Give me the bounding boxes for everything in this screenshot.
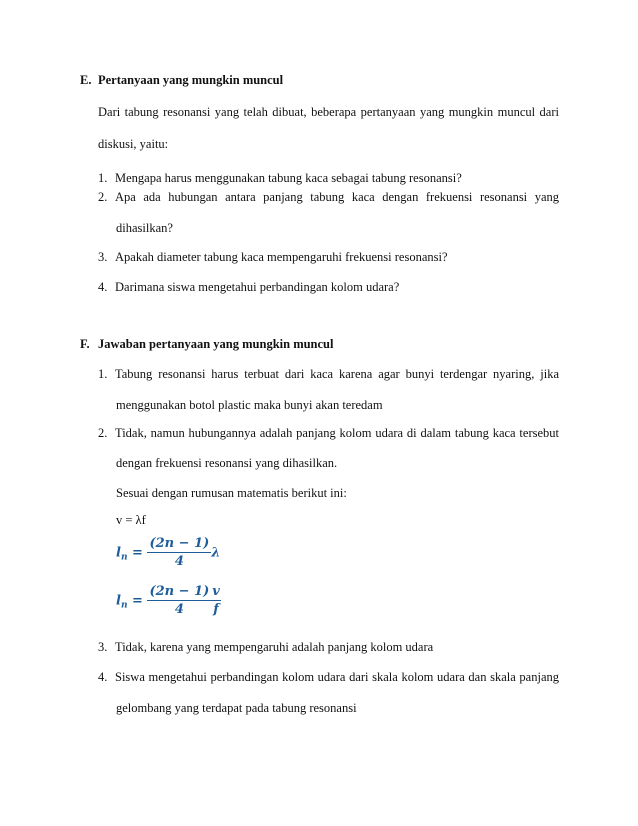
question-item — [98, 171, 462, 186]
answer-text-cont: menggunakan botol plastic maka bunyi akan teredam — [116, 398, 383, 412]
question-number: 3. — [98, 250, 108, 264]
question-text-cont: dihasilkan? — [116, 221, 173, 235]
section-e-title: Pertanyaan yang mungkin muncul — [98, 73, 284, 87]
answer-number: 1. — [98, 367, 108, 381]
answer-number: 2. — [98, 426, 108, 440]
velocity-equation: v = λf — [116, 513, 146, 527]
formula-denominator: 4 — [174, 554, 184, 569]
formula-lhs: l — [116, 593, 121, 609]
answer-number: 4. — [98, 670, 108, 684]
formula-numerator: (2n − 1) — [149, 536, 210, 551]
question-number: 4. — [98, 280, 108, 294]
question-text: Darimana siswa mengetahui perbandingan kolom udara? — [115, 280, 400, 294]
formula-equals: = — [132, 593, 143, 609]
section-e-heading — [80, 73, 283, 88]
section-e-intro-line2: diskusi, yaitu: — [98, 137, 169, 151]
answer-text: Siswa mengetahui perbandingan kolom udara dari skala kolom udara dan skala panjang — [115, 670, 559, 684]
formula-denominator: 4 — [174, 602, 184, 617]
question-number: 1. — [98, 171, 108, 185]
formula-fraction — [147, 536, 211, 570]
answer-text-cont: dengan frekuensi resonansi yang dihasilkan. — [116, 456, 338, 470]
question-text: Apakah diameter tabung kaca mempengaruhi frekuensi resonansi? — [115, 250, 448, 264]
answer-text-cont: Sesuai dengan rumusan matematis berikut ini: — [116, 486, 347, 500]
formula-column-length-frequency — [116, 584, 221, 618]
section-f-heading — [80, 337, 333, 352]
question-item — [98, 280, 399, 295]
answer-number: 3. — [98, 640, 108, 654]
answer-text: Tidak, karena yang mempengaruhi adalah panjang kolom udara — [115, 640, 434, 654]
section-f-title: Jawaban pertanyaan yang mungkin muncul — [98, 337, 334, 351]
formula-fraction — [147, 584, 211, 618]
formula-frequency: f — [213, 602, 219, 617]
section-e-letter: E. — [80, 73, 92, 87]
formula-lambda: λ — [211, 545, 221, 561]
question-item — [98, 250, 448, 265]
formula-column-length-lambda — [116, 536, 220, 570]
answer-text: Tidak, namun hubungannya adalah panjang kolom udara di dalam tabung kaca tersebut — [115, 426, 559, 440]
formula-lhs-subscript: n — [120, 552, 128, 563]
answer-text-cont: gelombang yang terdapat pada tabung resonansi — [116, 701, 357, 715]
formula-lhs-subscript: n — [120, 600, 128, 611]
formula-velocity-fraction — [211, 584, 221, 618]
question-text: Mengapa harus menggunakan tabung kaca sebagai tabung resonansi? — [115, 171, 462, 185]
answer-item — [98, 640, 433, 655]
formula-equals: = — [132, 545, 143, 561]
answer-text: Tabung resonansi harus terbuat dari kaca karena agar bunyi terdengar nyaring, jika — [115, 367, 559, 381]
question-text: Apa ada hubungan antara panjang tabung kaca dengan frekuensi resonansi yang — [115, 190, 559, 204]
formula-lhs: l — [116, 545, 121, 561]
question-number: 2. — [98, 190, 108, 204]
formula-velocity: v — [212, 584, 220, 599]
section-e-intro-line1: Dari tabung resonansi yang telah dibuat, beberapa pertanyaan yang mungkin muncul dari — [98, 105, 559, 119]
section-f-letter: F. — [80, 337, 90, 351]
formula-numerator: (2n − 1) — [149, 584, 210, 599]
